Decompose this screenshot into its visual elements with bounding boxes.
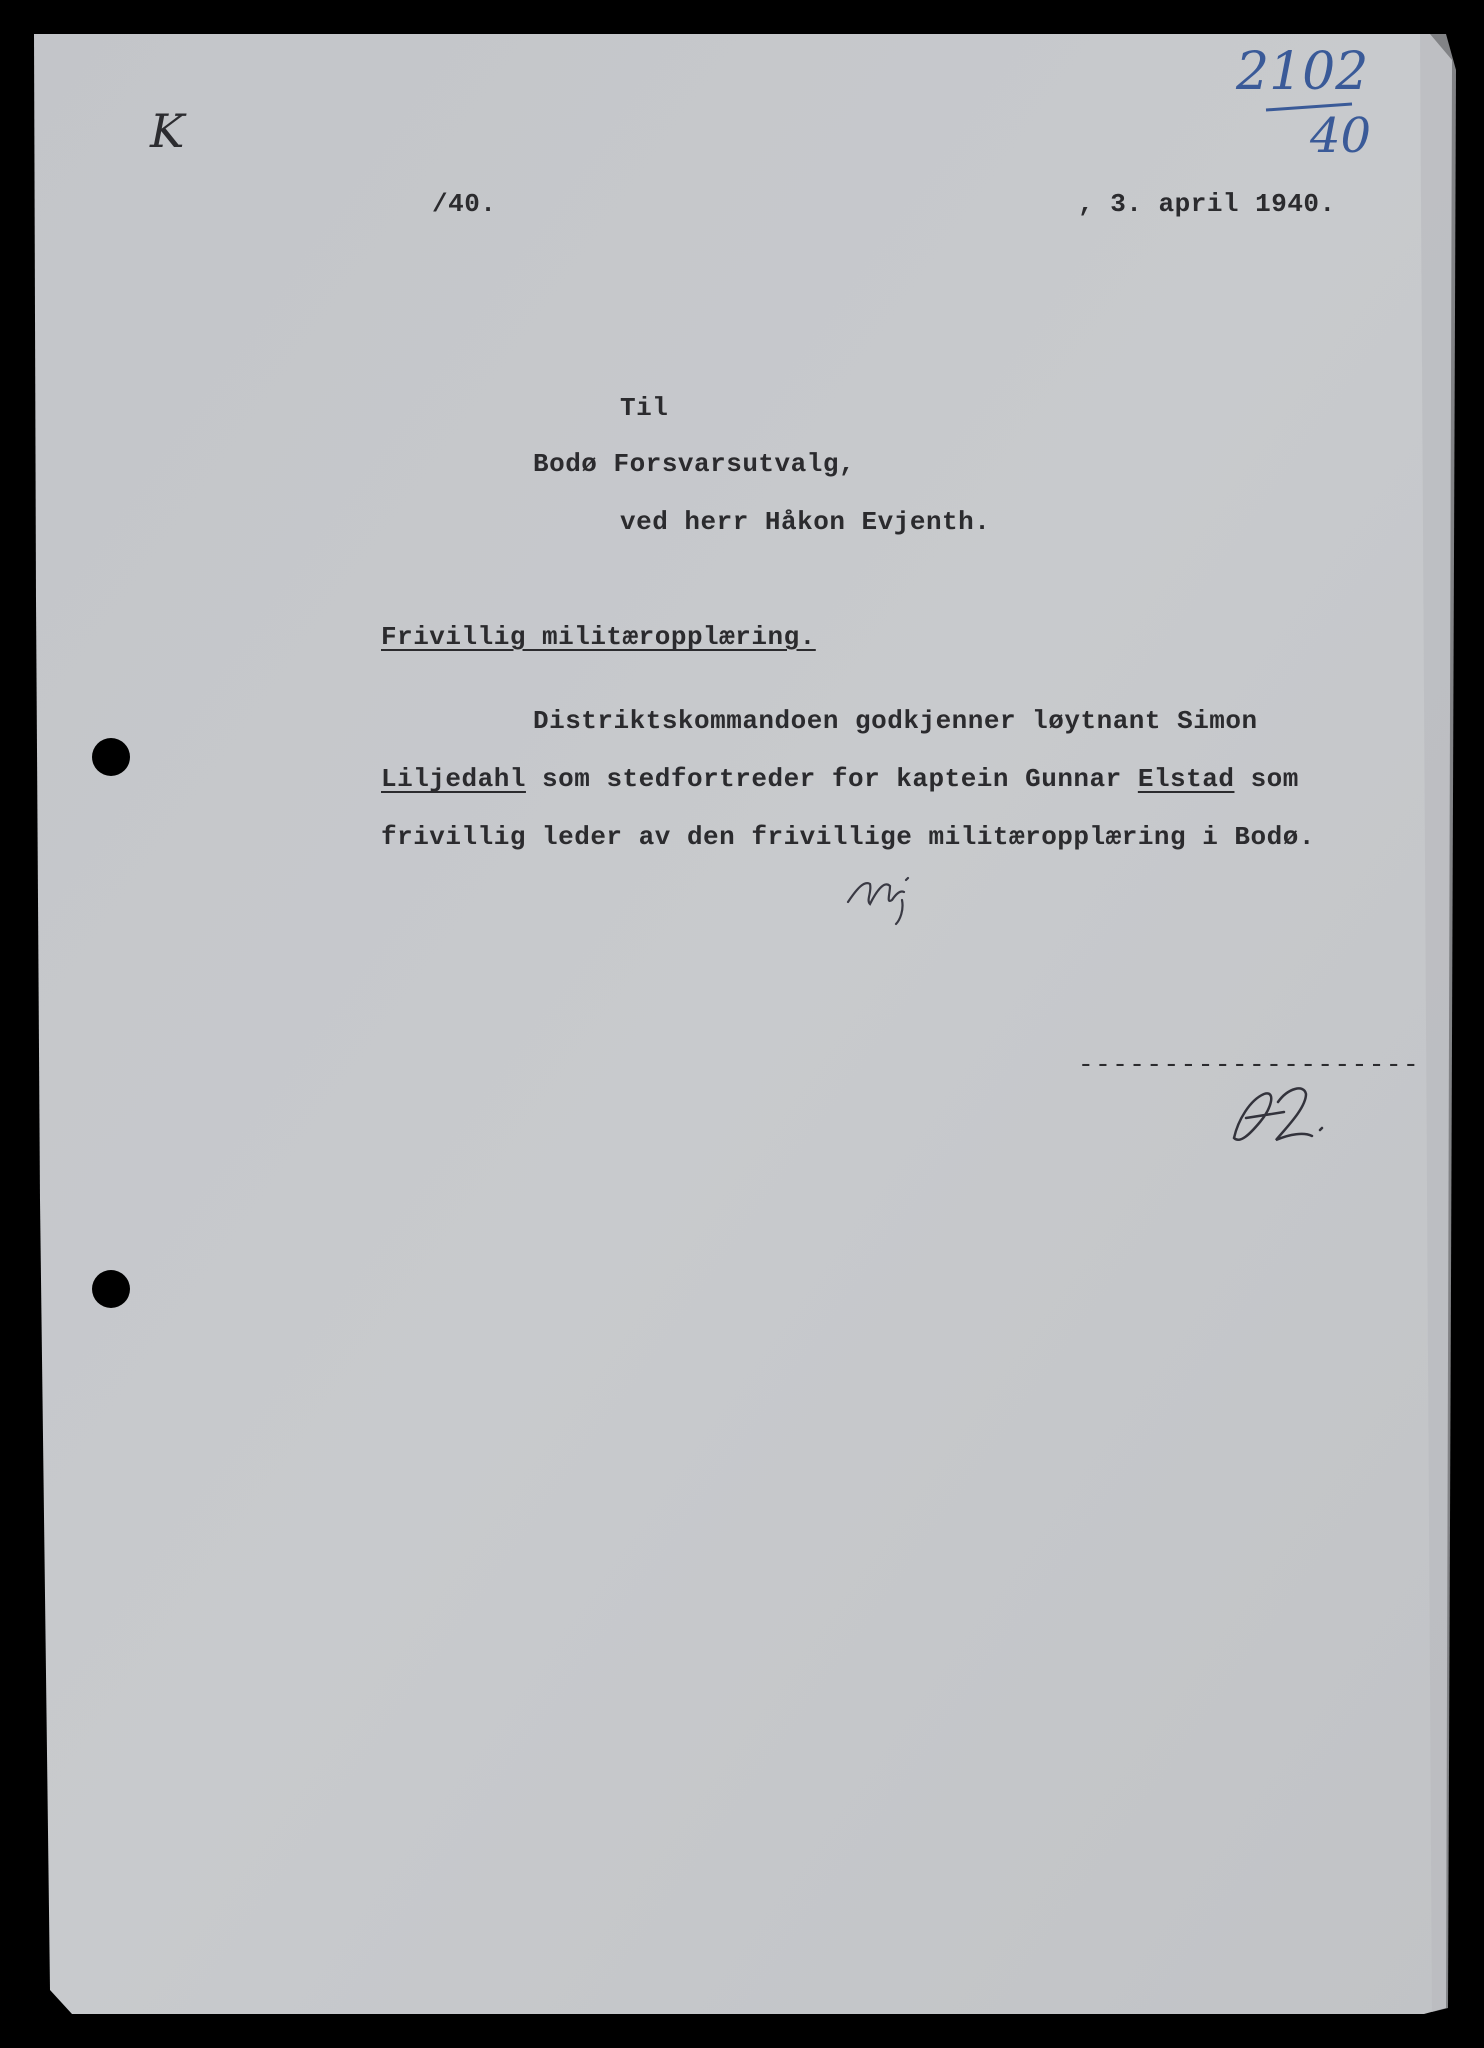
recipient-line-3: ved herr Håkon Evjenth. [620, 507, 991, 537]
corner-initial: K [150, 104, 185, 158]
body-line-1: Distriktskommandoen godkjenner løytnant Simon [533, 706, 1258, 736]
body-line-2-mid: som stedfortreder for kaptein Gunnar [525, 764, 1138, 794]
recipient-line-1: Til [620, 393, 669, 423]
name-elstad: Elstad [1137, 764, 1235, 794]
reference-number: /40. [432, 189, 497, 219]
body-line-2-end: som [1234, 764, 1299, 794]
archive-number-bottom: 40 [1310, 108, 1372, 164]
name-liljedahl: Liljedahl [381, 764, 526, 794]
letter-date: , 3. april 1940. [1078, 189, 1336, 219]
recipient-line-2: Bodø Forsvarsutvalg, [533, 449, 856, 479]
subject-heading: Frivillig militæropplæring. [381, 622, 816, 652]
archive-number-top: 2102 [1236, 42, 1369, 102]
signature-line: -------------------- [1078, 1050, 1421, 1080]
body-line-3: frivillig leder av den frivillige militæropplæring i Bodø. [381, 822, 1315, 852]
